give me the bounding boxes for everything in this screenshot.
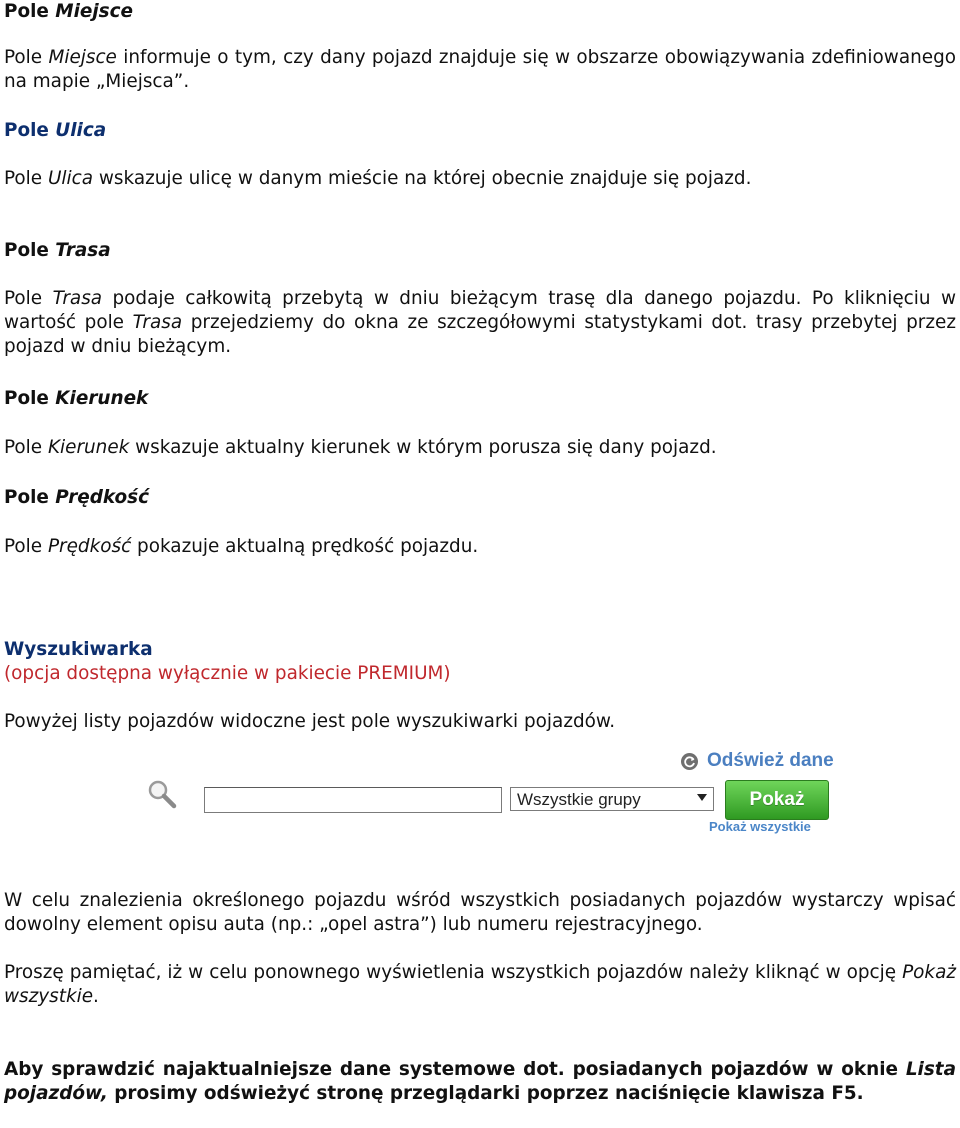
- paragraph-miejsce: Pole Miejsce informuje o tym, czy dany pojazd znajduje się w obszarze obowiązywania zdefiniowanego na mapie „Miejsca”.: [4, 47, 956, 92]
- paragraph-wyszukiwarka-intro: Powyżej listy pojazdów widoczne jest pole wyszukiwarki pojazdów.: [4, 711, 616, 732]
- heading-kierunek: Pole Kierunek: [4, 388, 149, 409]
- search-input[interactable]: [204, 787, 502, 813]
- paragraph-trasa: Pole Trasa podaje całkowitą przebytą w dniu bieżącym trasę dla danego pojazdu. Po kliknięciu w wartość pole Trasa przejedziemy do okna ze szczegółowymi statystykami dot. trasy przebytej przez pojazd w dniu bieżącym.: [4, 288, 956, 357]
- paragraph-kierunek: Pole Kierunek wskazuje aktualny kierunek w którym porusza się dany pojazd.: [4, 437, 717, 458]
- heading-trasa: Pole Trasa: [4, 240, 111, 261]
- heading-predkosc: Pole Prędkość: [4, 487, 149, 508]
- heading-miejsce: Pole Miejsce: [4, 1, 133, 22]
- paragraph-predkosc: Pole Prędkość pokazuje aktualną prędkość pojazdu.: [4, 536, 479, 557]
- heading-wyszukiwarka: Wyszukiwarka: [4, 639, 153, 660]
- group-select-value: Wszystkie grupy: [517, 790, 641, 809]
- magnifier-icon: [145, 777, 179, 811]
- premium-note: (opcja dostępna wyłącznie w pakiecie PREMIUM): [4, 663, 451, 684]
- refresh-icon: [680, 752, 699, 771]
- search-widget: [140, 745, 840, 840]
- paragraph-search-howto: W celu znalezienia określonego pojazdu wśród wszystkich posiadanych pojazdów wystarczy wpisać dowolny element opisu auta (np.: „opel astra”) lub numeru rejestracyjnego.: [4, 890, 956, 935]
- refresh-data-link[interactable]: [680, 748, 834, 774]
- group-select[interactable]: [510, 787, 714, 811]
- search-button[interactable]: Pokaż: [725, 780, 829, 820]
- paragraph-ulica: Pole Ulica wskazuje ulicę w danym mieście na której obecnie znajduje się pojazd.: [4, 168, 752, 189]
- paragraph-show-all: Proszę pamiętać, iż w celu ponownego wyświetlenia wszystkich pojazdów należy kliknąć w opcję Pokaż wszystkie.: [4, 962, 956, 1007]
- show-all-link[interactable]: Pokaż wszystkie: [709, 819, 811, 834]
- paragraph-refresh-f5: Aby sprawdzić najaktualniejsze dane systemowe dot. posiadanych pojazdów w oknie Lista pojazdów, prosimy odświeżyć stronę przeglądarki poprzez naciśnięcie klawisza F5.: [4, 1059, 956, 1104]
- refresh-label: Odśwież dane: [707, 750, 834, 771]
- chevron-down-icon: [697, 794, 707, 801]
- heading-ulica: Pole Ulica: [4, 120, 107, 141]
